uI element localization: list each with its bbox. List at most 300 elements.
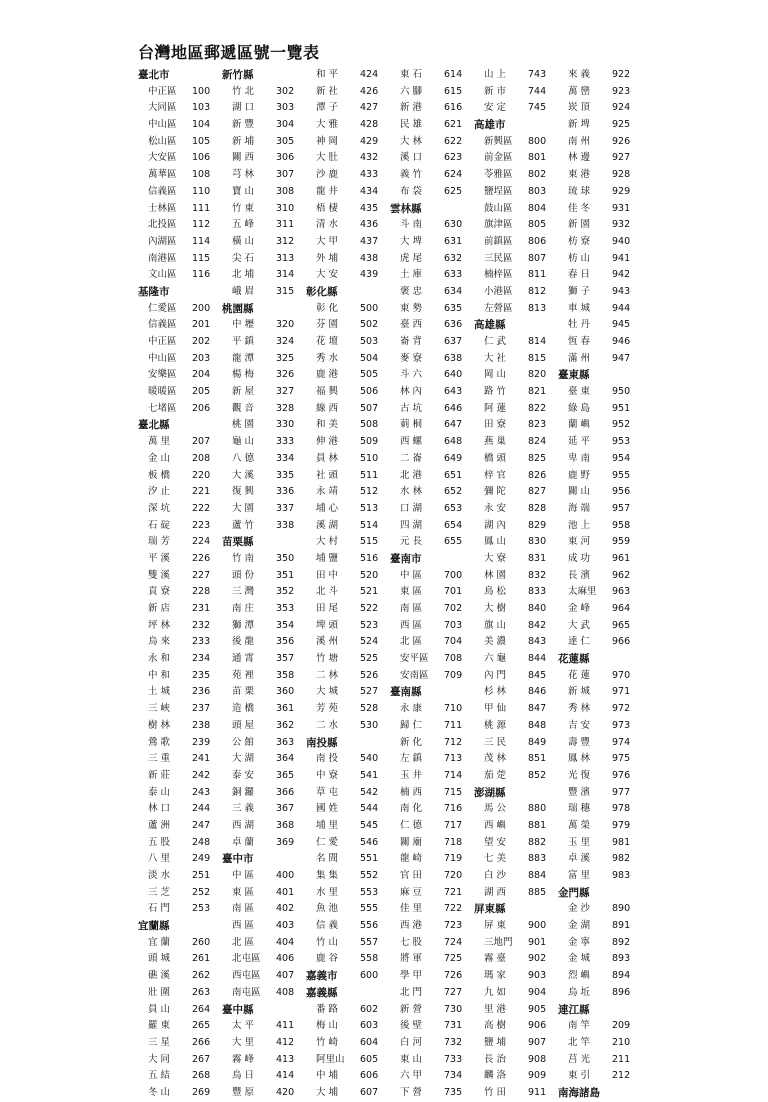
district-name: 南 化 (400, 803, 423, 815)
postal-code: 427 (360, 102, 379, 114)
district-row (138, 184, 224, 201)
postal-code: 100 (192, 85, 211, 97)
postal-code: 904 (528, 986, 547, 998)
district-name: 林 口 (148, 803, 171, 815)
postal-code: 267 (192, 1053, 211, 1065)
postal-code: 306 (276, 152, 295, 164)
district-name: 池 上 (568, 519, 591, 531)
district-row (306, 951, 392, 968)
postal-code: 976 (612, 769, 631, 781)
district-name: 豐 原 (232, 1086, 255, 1098)
postal-code: 815 (528, 352, 547, 364)
postal-code: 718 (444, 836, 463, 848)
district-name: 烏 來 (148, 636, 171, 648)
district-row (558, 501, 644, 518)
district-name: 旗津區 (484, 219, 513, 231)
district-row (558, 150, 644, 167)
postal-code: 542 (360, 786, 379, 798)
page-title: 台灣地區郵遞區號一覽表 (138, 43, 320, 62)
district-row (138, 1068, 224, 1085)
district-row (474, 885, 560, 902)
district-name: 安樂區 (148, 369, 177, 381)
district-name: 中 壢 (232, 319, 255, 331)
postal-code: 304 (276, 119, 295, 131)
district-name: 鹽埕區 (484, 185, 513, 197)
postal-code: 429 (360, 135, 379, 147)
region-name: 高雄縣 (474, 319, 506, 332)
district-row (558, 117, 644, 134)
postal-code: 200 (192, 302, 211, 314)
district-row (138, 267, 224, 284)
district-row (138, 785, 224, 802)
postal-code: 805 (528, 219, 547, 231)
district-name: 麟 洛 (484, 1070, 507, 1082)
district-name: 中 區 (232, 870, 255, 881)
postal-code: 975 (612, 753, 631, 765)
district-name: 麥 寮 (400, 352, 423, 364)
district-row (222, 868, 308, 885)
district-name: 岡 山 (484, 369, 507, 381)
district-row (222, 885, 308, 902)
district-row (222, 501, 308, 518)
postal-code: 435 (360, 202, 379, 214)
district-name: 番 路 (316, 1003, 339, 1015)
postal-code: 881 (528, 819, 547, 831)
district-row (306, 785, 392, 802)
postal-code: 635 (444, 302, 463, 314)
district-row (474, 1035, 560, 1052)
postal-code: 363 (276, 736, 295, 748)
district-row (558, 417, 644, 434)
postal-code: 360 (276, 686, 295, 698)
district-name: 龍 潭 (232, 352, 255, 364)
postal-code: 885 (528, 886, 547, 898)
district-name: 內湖區 (148, 235, 177, 247)
district-name: 霧 峰 (232, 1053, 255, 1065)
district-name: 石 門 (148, 903, 171, 915)
district-row (558, 351, 644, 368)
postal-code: 614 (444, 69, 463, 80)
district-row (474, 201, 560, 218)
district-row (558, 768, 644, 785)
district-row (390, 234, 476, 251)
district-row (222, 768, 308, 785)
district-row (558, 267, 644, 284)
district-name: 大 城 (316, 686, 339, 698)
postal-code: 655 (444, 536, 463, 548)
district-row (222, 935, 308, 952)
district-name: 名 間 (316, 853, 339, 865)
district-row (474, 835, 560, 852)
district-name: 文山區 (148, 269, 177, 281)
postal-code: 648 (444, 436, 463, 448)
district-row (138, 134, 224, 151)
district-row (138, 351, 224, 368)
region-name: 高雄市 (474, 119, 506, 132)
district-row (390, 634, 476, 651)
postal-code: 943 (612, 285, 631, 297)
district-name: 下 營 (400, 1086, 423, 1098)
district-row (306, 184, 392, 201)
district-row (138, 651, 224, 668)
district-name: 中山區 (148, 352, 177, 364)
district-row (558, 100, 644, 117)
district-name: 銅 鑼 (232, 786, 255, 798)
district-name: 頭 城 (148, 953, 171, 965)
district-name: 湖 口 (232, 102, 255, 114)
district-name: 東 河 (568, 536, 591, 548)
district-row (306, 201, 392, 218)
district-name: 龍 崎 (400, 853, 423, 865)
district-name: 東 山 (400, 1053, 423, 1065)
district-row (306, 568, 392, 585)
district-row (474, 968, 560, 985)
district-name: 鶯 歌 (148, 736, 171, 748)
district-name: 公 館 (232, 736, 255, 748)
district-name: 九 如 (484, 986, 507, 998)
district-row (306, 835, 392, 852)
district-row (474, 184, 560, 201)
district-name: 內 門 (484, 669, 507, 681)
district-name: 烏 坵 (568, 986, 591, 998)
district-name: 水 林 (400, 486, 423, 498)
district-row (390, 601, 476, 618)
district-row (138, 301, 224, 318)
postal-code: 941 (612, 252, 631, 264)
district-row (558, 718, 644, 735)
district-name: 崙 背 (400, 336, 423, 347)
district-name: 民 雄 (400, 119, 423, 131)
district-name: 大 武 (568, 619, 591, 631)
postal-code: 261 (192, 953, 211, 965)
district-row (558, 1052, 644, 1069)
district-row (222, 1068, 308, 1085)
district-row (222, 451, 308, 468)
district-name: 七 股 (400, 936, 423, 948)
district-name: 佳 里 (400, 903, 423, 915)
district-name: 大 湖 (232, 753, 255, 765)
postal-code: 965 (612, 619, 631, 631)
postal-code: 308 (276, 185, 295, 197)
district-row (222, 551, 308, 568)
postal-code: 637 (444, 336, 463, 347)
district-row (390, 968, 476, 985)
district-name: 新 市 (484, 85, 507, 97)
postal-code: 709 (444, 669, 463, 681)
postal-code: 248 (192, 836, 211, 848)
district-row (222, 918, 308, 935)
district-row (306, 351, 392, 368)
district-name: 滿 州 (568, 352, 591, 364)
district-name: 西 港 (400, 920, 423, 932)
postal-code: 961 (612, 552, 631, 564)
district-name: 新興區 (484, 135, 513, 147)
district-row (474, 267, 560, 284)
district-name: 竹 北 (232, 85, 255, 97)
district-name: 左 鎮 (400, 753, 423, 765)
district-name: 新 屋 (232, 386, 255, 398)
postal-code: 922 (612, 69, 631, 80)
postal-code: 249 (192, 853, 211, 865)
postal-code: 356 (276, 636, 295, 648)
postal-code: 842 (528, 619, 547, 631)
district-name: 福 興 (316, 386, 339, 398)
district-name: 海 端 (568, 502, 591, 514)
district-name: 桃 源 (484, 719, 507, 731)
postal-code: 201 (192, 319, 211, 331)
district-row (222, 785, 308, 802)
district-name: 彰 化 (316, 302, 339, 314)
district-row (306, 1068, 392, 1085)
district-name: 卓 溪 (568, 853, 591, 865)
district-row (306, 801, 392, 818)
district-row (138, 885, 224, 902)
postal-code: 603 (360, 1020, 379, 1032)
district-name: 七堵區 (148, 402, 177, 414)
district-row (390, 434, 476, 451)
postal-code: 615 (444, 85, 463, 97)
district-row (558, 568, 644, 585)
district-name: 通 霄 (232, 653, 255, 665)
postal-code: 358 (276, 669, 295, 681)
district-row (558, 985, 644, 1002)
district-name: 茂 林 (484, 753, 507, 765)
district-row (222, 100, 308, 117)
district-name: 三 灣 (232, 586, 255, 598)
district-name: 大 同 (148, 1053, 171, 1065)
district-name: 新 社 (316, 85, 339, 97)
region-header (390, 201, 476, 218)
district-row (306, 701, 392, 718)
district-row (390, 468, 476, 485)
district-row (474, 985, 560, 1002)
district-row (306, 668, 392, 685)
district-row (474, 935, 560, 952)
postal-code: 633 (444, 269, 463, 281)
district-row (390, 284, 476, 301)
district-name: 萬華區 (148, 169, 177, 181)
postal-code: 907 (528, 1036, 547, 1048)
district-name: 萬 里 (148, 436, 171, 448)
district-row (306, 384, 392, 401)
district-name: 埤 頭 (316, 619, 339, 631)
district-row (558, 851, 644, 868)
region-header (138, 417, 224, 434)
district-row (306, 618, 392, 635)
postal-code: 812 (528, 285, 547, 297)
postal-code: 801 (528, 152, 547, 164)
district-row (390, 334, 476, 351)
district-name: 白 河 (400, 1036, 423, 1048)
district-row (138, 367, 224, 384)
district-name: 集 集 (316, 870, 339, 881)
district-row (558, 334, 644, 351)
region-name: 苗栗縣 (222, 536, 254, 549)
district-row (558, 918, 644, 935)
district-name: 林 邊 (568, 152, 591, 164)
district-name: 信義區 (148, 319, 177, 331)
district-name: 金 峰 (568, 603, 591, 614)
district-row (390, 134, 476, 151)
postal-code: 884 (528, 870, 547, 881)
postal-code: 745 (528, 102, 547, 114)
postal-code: 426 (360, 85, 379, 97)
region-name: 新竹縣 (222, 69, 254, 81)
postal-code: 312 (276, 235, 295, 247)
postal-code: 210 (612, 1036, 631, 1048)
district-row (474, 451, 560, 468)
district-name: 旗 山 (484, 619, 507, 631)
postal-code: 556 (360, 920, 379, 932)
district-row (138, 551, 224, 568)
postal-code: 702 (444, 603, 463, 614)
region-header (558, 367, 644, 384)
district-row (138, 434, 224, 451)
district-name: 中 區 (400, 569, 423, 581)
district-name: 二 水 (316, 719, 339, 731)
district-row (558, 384, 644, 401)
district-name: 長 濱 (568, 569, 591, 581)
district-name: 卓 蘭 (232, 836, 255, 848)
district-name: 新 店 (148, 603, 171, 614)
district-name: 頭 份 (232, 569, 255, 581)
region-name: 臺南市 (390, 552, 422, 565)
district-name: 北 斗 (316, 586, 339, 598)
postal-code: 902 (528, 953, 547, 965)
district-row (474, 1002, 560, 1019)
postal-code: 852 (528, 769, 547, 781)
district-name: 芳 苑 (316, 703, 339, 715)
postal-code: 832 (528, 569, 547, 581)
district-row (474, 701, 560, 718)
district-name: 苑 裡 (232, 669, 255, 681)
district-row (138, 1035, 224, 1052)
postal-code: 849 (528, 736, 547, 748)
district-name: 吉 安 (568, 719, 591, 731)
postal-code: 803 (528, 185, 547, 197)
district-row (474, 384, 560, 401)
postal-code: 521 (360, 586, 379, 598)
district-row (222, 150, 308, 167)
district-name: 伸 港 (316, 436, 339, 448)
postal-code: 326 (276, 369, 295, 381)
district-name: 光 復 (568, 769, 591, 781)
postal-code: 302 (276, 85, 295, 97)
postal-code: 733 (444, 1053, 463, 1065)
district-name: 湖 內 (484, 519, 507, 531)
district-row (558, 184, 644, 201)
district-row (474, 468, 560, 485)
district-name: 六 甲 (400, 1070, 423, 1082)
postal-code: 313 (276, 252, 295, 264)
region-header (558, 1085, 644, 1102)
district-row (390, 668, 476, 685)
postal-code: 104 (192, 119, 211, 131)
district-name: 國 姓 (316, 803, 339, 815)
district-name: 義 竹 (400, 169, 423, 181)
district-name: 員 山 (148, 1003, 171, 1015)
district-row (306, 534, 392, 551)
postal-code: 208 (192, 452, 211, 464)
district-name: 平 鎮 (232, 336, 255, 347)
region-header (474, 317, 560, 334)
district-name: 西 湖 (232, 819, 255, 831)
postal-code: 955 (612, 469, 631, 481)
district-row (390, 518, 476, 535)
district-row (222, 968, 308, 985)
district-name: 斗 六 (400, 369, 423, 381)
region-name: 嘉義市 (306, 970, 338, 983)
postal-code: 843 (528, 636, 547, 648)
postal-code: 831 (528, 552, 547, 564)
district-name: 金 寧 (568, 936, 591, 948)
district-row (474, 851, 560, 868)
postal-code: 833 (528, 586, 547, 598)
district-name: 學 甲 (400, 970, 423, 982)
district-name: 關 廟 (400, 836, 423, 848)
postal-code: 544 (360, 803, 379, 815)
postal-code: 825 (528, 452, 547, 464)
postal-code: 600 (360, 970, 379, 982)
district-name: 永 和 (148, 653, 171, 665)
district-name: 烈 嶼 (568, 970, 591, 982)
district-name: 永 靖 (316, 486, 339, 498)
district-name: 和 平 (316, 69, 339, 80)
district-name: 五 峰 (232, 219, 255, 231)
district-row (558, 968, 644, 985)
district-row (306, 851, 392, 868)
district-name: 關 西 (232, 152, 255, 164)
district-name: 仁 愛 (316, 836, 339, 848)
district-row (558, 1018, 644, 1035)
postal-code: 983 (612, 870, 631, 881)
district-name: 大 安 (316, 269, 339, 281)
postal-code: 701 (444, 586, 463, 598)
postal-code: 231 (192, 603, 211, 614)
postal-code: 646 (444, 402, 463, 414)
district-name: 元 長 (400, 536, 423, 548)
postal-code: 882 (528, 836, 547, 848)
postal-code: 964 (612, 603, 631, 614)
district-row (474, 134, 560, 151)
district-row (474, 718, 560, 735)
district-row (306, 234, 392, 251)
district-row (222, 434, 308, 451)
district-name: 麻 豆 (400, 886, 423, 898)
district-row (138, 584, 224, 601)
district-row (390, 701, 476, 718)
district-name: 美 濃 (484, 636, 507, 648)
district-name: 草 屯 (316, 786, 339, 798)
postal-code: 823 (528, 419, 547, 431)
postal-code: 813 (528, 302, 547, 314)
postal-code: 502 (360, 319, 379, 331)
district-name: 秀 水 (316, 352, 339, 364)
region-name: 花蓮縣 (558, 653, 590, 666)
district-row (138, 801, 224, 818)
postal-code: 516 (360, 552, 379, 564)
postal-code: 513 (360, 502, 379, 514)
district-name: 和 美 (316, 419, 339, 431)
district-name: 士林區 (148, 202, 177, 214)
district-name: 臺 東 (568, 386, 591, 398)
district-row (138, 1052, 224, 1069)
postal-code: 527 (360, 686, 379, 698)
postal-code: 711 (444, 719, 463, 731)
postal-code: 732 (444, 1036, 463, 1048)
district-row (558, 701, 644, 718)
district-name: 延 平 (568, 436, 591, 448)
